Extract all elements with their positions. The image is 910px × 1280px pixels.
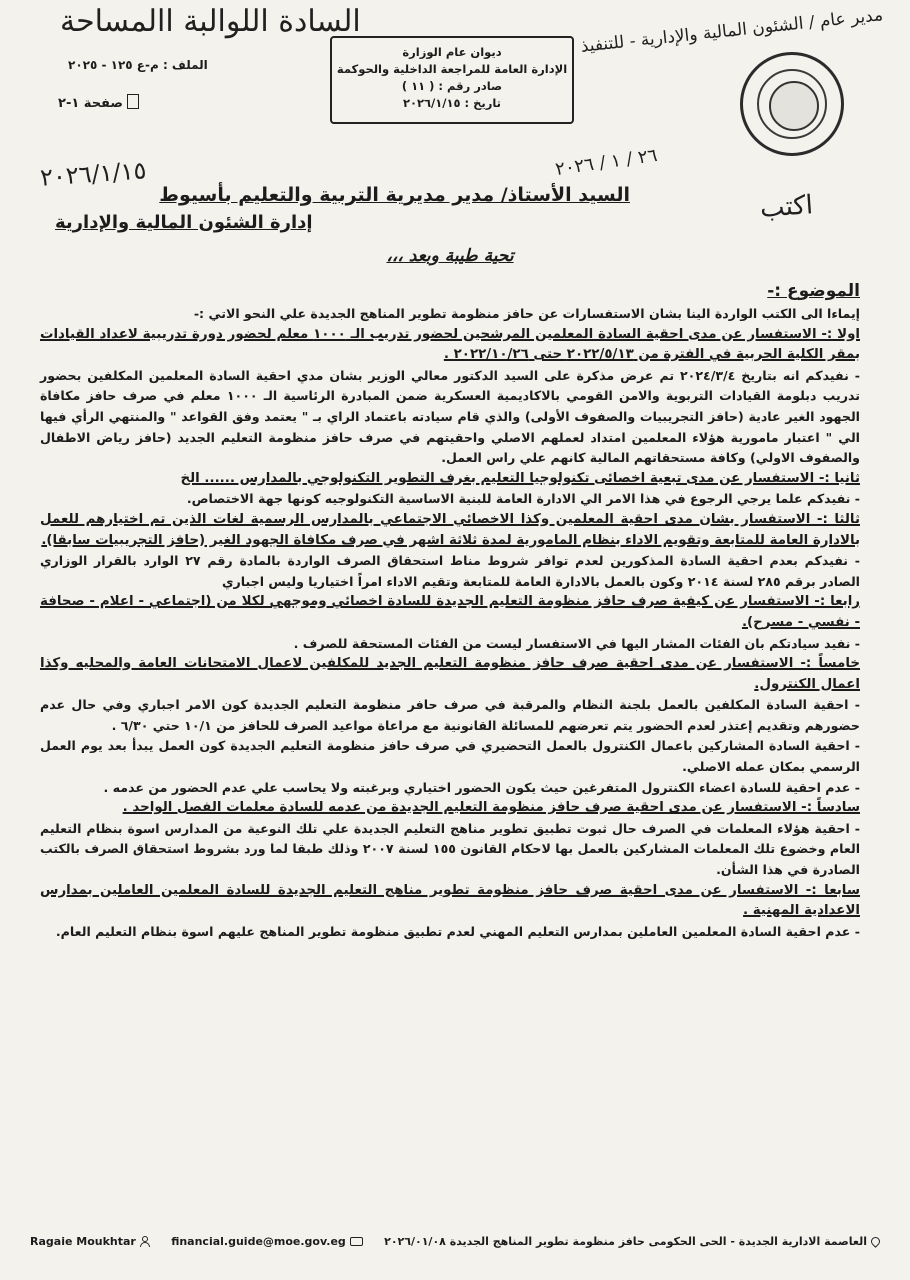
handwritten-date-left: ٢٠٢٦/١/١٥: [39, 156, 148, 192]
subject-label: الموضوع :-: [767, 281, 860, 301]
outgoing-date: تاريخ : ٢٠٢٦/١/١٥: [402, 96, 502, 110]
inquiry-heading: ثانيا :- الاستفسار عن مدى تبعية اخصائى تكنولوجيا التعليم بغرف التطوير التكنولوجي بالمدارس ...... الخ: [180, 470, 860, 486]
footer-name: [30, 1235, 150, 1248]
inquiry-heading: رابعا :- الاستفسار عن كيفية صرف حافز منظومة التعليم الجديدة للسادة اخصائي وموجهي لكلا من (اجتماعي - اعلام - صحافة - نفسي - مسرح).: [40, 594, 860, 630]
outgoing-stamp-box: [330, 36, 574, 124]
inquiry-heading: خامساً :- الاستفسار عن مدى احقية صرف حافز منظومة التعليم الجديد للمكلفين لاعمال الامتحانات العامة والمحليه وكذا اعمال الكنترول.: [40, 656, 860, 692]
paragraph: - نفيدكم انه بتاريخ ٢٠٢٤/٣/٤ تم عرض مذكرة على السيد الدكتور معالي الوزير بشان مدي احقية السادة المعلمين المكلفين بحضور تدريب دبلومة القيادات التربوية والامن القومي بالاكاديمية العسكرية ضمن المبادرة الرئاسية الـ ١٠٠٠ معلم في صرف حافز مكافاة الجهود الغير عادية (حافز التجريبيات والصفوف الأولى) والذي قام سيادته باعتماد الراي بـ " يعتمد وفق القواعد " والمنتهي الرأي فيها الي " اعتبار مامورية هؤلاء المعلمين امتداد لعملهم الاصلي واحقيتهم في صرف حافز منظومة التعليم الجديد (حافز رياض الاطفال والصفوف الاولي) وكافة مستحقاتهم المالية كانهم علي راس العمل.: [40, 367, 860, 466]
inquiry-heading: سادساً :- الاستفسار عن مدى احقية صرف حافز منظومة التعليم الجديدة من عدمه للسادة معلمات الفصل الواحد .: [122, 800, 860, 816]
handwritten-margin-note: مدير عام / الشئون المالية والإدارية - للتنفيذ: [579, 5, 885, 57]
footer-address: [384, 1235, 880, 1248]
mail-icon: [350, 1237, 363, 1246]
document-icon: [127, 94, 139, 109]
paragraph: - عدم احقية السادة المعلمين العاملين بمدارس التعليم المهني لعدم تطبيق منظومة تطوير المناهج عليهم اسوة بنظام التعليم العام.: [55, 923, 860, 939]
footer-name-text: Ragaie Moukhtar: [30, 1234, 136, 1248]
footer: [30, 1228, 880, 1254]
directorate-name: الإدارة العامة للمراجعة الداخلية والحوكمة: [336, 62, 568, 76]
ministry-emblem-icon: [769, 81, 819, 131]
paragraph-list: [40, 304, 860, 942]
paragraph: - عدم احقية للسادة اعضاء الكنترول المتفرغين حيث يكون الحضور اختياري وبرغبته ولا يحاسب علي عدم الحضور من عدمه .: [103, 779, 860, 795]
outgoing-number: صادر رقم : ( ١١ ): [401, 79, 503, 93]
footer-email-text[interactable]: financial.guide@moe.gov.eg: [171, 1234, 346, 1248]
paragraph: - نفيدكم علما يرجي الرجوع في هذا الامر الي الادارة العامة للبنية الاساسية التكنولوجيه كونها جهة الاختصاص.: [186, 491, 860, 507]
paragraph: إيماءا الى الكتب الواردة الينا بشان الاستفسارات عن حافز منظومة تطوير المناهج الجديدة علي النحو الاتي :-: [193, 306, 860, 321]
paragraph: - احقية السادة المكلفين بالعمل بلجنة النظام والمرقبة في صرف حافر منظومة التعليم الجديدة كون الامر اجباري وفي حال عدم حضورهم وتقديم إعتذر لعدم الحضور يتم تعرضهم للمسائلة القانونية مع مراعاة مواعيد الصرف للحافز من ١٠/١ حتي ٦/٣٠ .: [40, 697, 860, 733]
handwritten-side-note: اكتب: [759, 190, 814, 224]
file-reference: الملف : م-ع ١٢٥ - ٢٠٢٥: [68, 58, 208, 72]
page-number: [58, 94, 139, 111]
footer-email[interactable]: [171, 1235, 363, 1248]
addressee: السيد الأستاذ/ مدير مديرية التربية والتعليم بأسيوط: [159, 184, 630, 206]
ministry-name: ديوان عام الوزارة: [402, 45, 502, 59]
inquiry-heading: اولا :- الاستفسار عن مدى احقية السادة المعلمين المرشحين لحضور تدريب الـ ١٠٠٠ معلم لحضور دورة تدريبية لاعداد القيادات بمقر الكلية الحربية في الفترة من ٢٠٢٢/٥/١٣ حتى ٢٠٢٢/١٠/٢٦ .: [40, 326, 861, 363]
letter-body: [40, 278, 860, 942]
paragraph: - احقية السادة المشاركين باعمال الكنترول بالعمل التحضيري في صرف حافز منظومة التعليم الجديدة كون العمل يبدأ بعد يوم العمل الرسمي بمكان عمله الاصلي.: [40, 738, 860, 775]
paragraph: - نفيد سيادتكم بان الفئات المشار اليها في الاستفسار ليست من الفئات المستحقة للصرف .: [293, 635, 860, 651]
handwritten-date-right: ٢٦ / ١ / ٢٠٢٦: [554, 144, 659, 181]
page-number-text: صفحة ١-٢: [58, 96, 123, 111]
ministry-logo-seal: [740, 52, 844, 156]
person-icon: [140, 1236, 150, 1247]
paragraph: - احقية هؤلاء المعلمات في الصرف حال ثبوت تطبيق تطوير مناهج التعليم الجديدة علي تلك النوعية من المدارس اسوة بنظام التعليم العام وخضوع تلك المعلمات المشاركين بالعمل بها لاحكام القانون ١٥٥ لسنة ٢٠٠٧ وذلك طبقا لما ورد بشروط استحقاق الصرف بالكتب الصادرة في هذا الشأن.: [40, 820, 861, 878]
inquiry-heading: سابعا :- الاستفسار عن مدى احقية صرف حافز منظومة تطوير مناهج التعليم الجديدة للسادة المعلمين العاملين بمدارس الاعدادية المهنية .: [40, 882, 860, 919]
footer-address-text: العاصمة الادارية الجديدة - الحى الحكومى حافز منظومة تطوير المناهج الجديدة ٢٠٢٦/٠١/٠٨: [384, 1234, 867, 1248]
greeting: تحية طيبة وبعد ،،،: [386, 246, 514, 266]
department-name: إدارة الشئون المالية والإدارية: [55, 212, 313, 233]
handwritten-header-note: ﺍﻟﺴﺎﺩﺓ ﺍﻟﻠﻮﺍﻟﺒﺔ ﺍﺍﻟﻤﺴﺎﺣﺔ: [60, 4, 361, 39]
location-pin-icon: [869, 1235, 882, 1248]
paragraph: - نفيدكم بعدم احقية السادة المذكورين لعدم توافر شروط مناط استحقاق الصرف الواردة بالمادة رقم ٢٧ الوارد بالقرار الوزاري الصادر برقم ٢٨٥ لسنة ٢٠١٤ وكون بالعمل بالادارة العامة للمتابعة وتقيم الاداء امراً اختياريا وليس اجباري: [40, 553, 861, 589]
inquiry-heading: ثالثا :- الاستفسار بشان مدى احقية المعلمين وكذا الاخصائي الاجتماعي بالمدارس الرسمية لغات الذين تم اختيارهم للعمل بالادارة العامة للمتابعة وتقويم الاداء بنظام المامورية لمدة ثلاثة اشهر في صرف مكافاة الجهود الغير (حافز التجريبيات سابقا).: [40, 511, 860, 548]
